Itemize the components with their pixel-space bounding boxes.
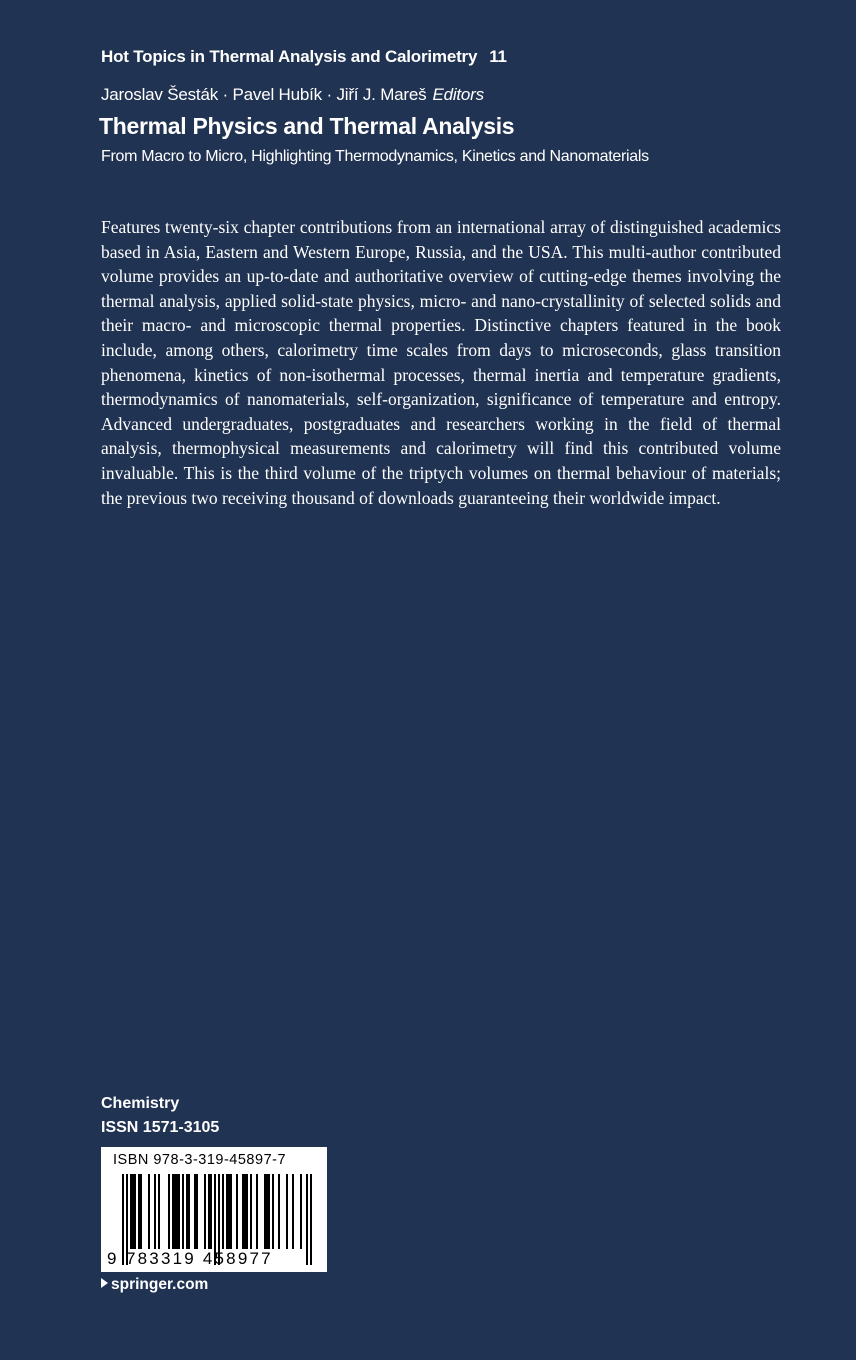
- issn-number: ISSN 1571-3105: [101, 1119, 220, 1136]
- book-title: Thermal Physics and Thermal Analysis: [99, 113, 515, 139]
- barcode-bar: [194, 1174, 198, 1249]
- isbn-label: ISBN 978-3-319-45897-7: [113, 1152, 287, 1168]
- barcode-bar: [292, 1174, 294, 1249]
- barcode-bar: [204, 1174, 206, 1249]
- barcode-panel: [101, 1147, 327, 1272]
- barcode-bar: [264, 1174, 270, 1249]
- arrow-right-icon: [101, 1278, 108, 1288]
- barcode-bar: [306, 1174, 308, 1265]
- barcode-bar: [138, 1174, 142, 1249]
- editors-line: [101, 85, 484, 105]
- barcode-bar: [186, 1174, 190, 1249]
- barcode-bar: [154, 1174, 156, 1249]
- barcode-bar: [242, 1174, 248, 1249]
- series-name: Hot Topics in Thermal Analysis and Calorimetry: [101, 47, 478, 66]
- editors-role: Editors: [432, 85, 484, 104]
- barcode-bar: [226, 1174, 232, 1249]
- barcode-bar: [286, 1174, 288, 1249]
- book-description: Features twenty-six chapter contributions from an international array of distinguished academics based in Asia, Eastern and Western Europe, Russia, and the USA. This multi-author contributed volume provides an up-to-date and authoritative overview of cutting-edge themes involving the thermal analysis, applied solid-state physics, micro- and nano-crystallinity of selected solids and their macro- and microscopic thermal properties. Distinctive chapters featured in the book include, among others, calorimetry time scales from days to microseconds, glass transition phenomena, kinetics of non-isothermal processes, thermal inertia and temperature gradients, thermodynamics of nanomaterials, self-organization, significance of temperature and entropy. Advanced undergraduates, postgraduates and researchers working in the field of thermal analysis, thermophysical measurements and calorimetry will find this contributed volume invaluable. This is the third volume of the triptych volumes on thermal behaviour of materials; the previous two receiving thousand of downloads guaranteeing their worldwide impact.: [101, 217, 781, 508]
- barcode-bar: [310, 1174, 312, 1265]
- ean-digits: 783319 458977: [126, 1249, 273, 1268]
- barcode-bar: [148, 1174, 150, 1249]
- book-subtitle: From Macro to Micro, Highlighting Thermodynamics, Kinetics and Nanomaterials: [101, 148, 649, 165]
- barcode-bar: [130, 1174, 136, 1249]
- ean-first-digit: 9: [107, 1249, 117, 1268]
- barcode-bar: [172, 1174, 180, 1249]
- barcode-bar: [208, 1174, 212, 1249]
- series-title: [101, 47, 507, 67]
- barcode-bar: [158, 1174, 160, 1249]
- barcode-bar: [182, 1174, 184, 1249]
- barcode-bar: [250, 1174, 252, 1249]
- barcode-bar: [272, 1174, 274, 1249]
- barcode-bar: [236, 1174, 238, 1249]
- barcode-bar: [168, 1174, 170, 1249]
- series-volume-number: 11: [489, 47, 507, 66]
- barcode-bar: [256, 1174, 258, 1249]
- barcode-bar: [278, 1174, 280, 1249]
- barcode-bar: [300, 1174, 302, 1249]
- subject-category: Chemistry: [101, 1095, 180, 1112]
- website-url: springer.com: [111, 1276, 209, 1293]
- website-link[interactable]: [101, 1276, 208, 1294]
- editor-names: Jaroslav Šesták · Pavel Hubík · Jiří J. Mareš: [101, 85, 427, 104]
- barcode-bar: [122, 1174, 124, 1265]
- barcode-bar: [222, 1174, 224, 1249]
